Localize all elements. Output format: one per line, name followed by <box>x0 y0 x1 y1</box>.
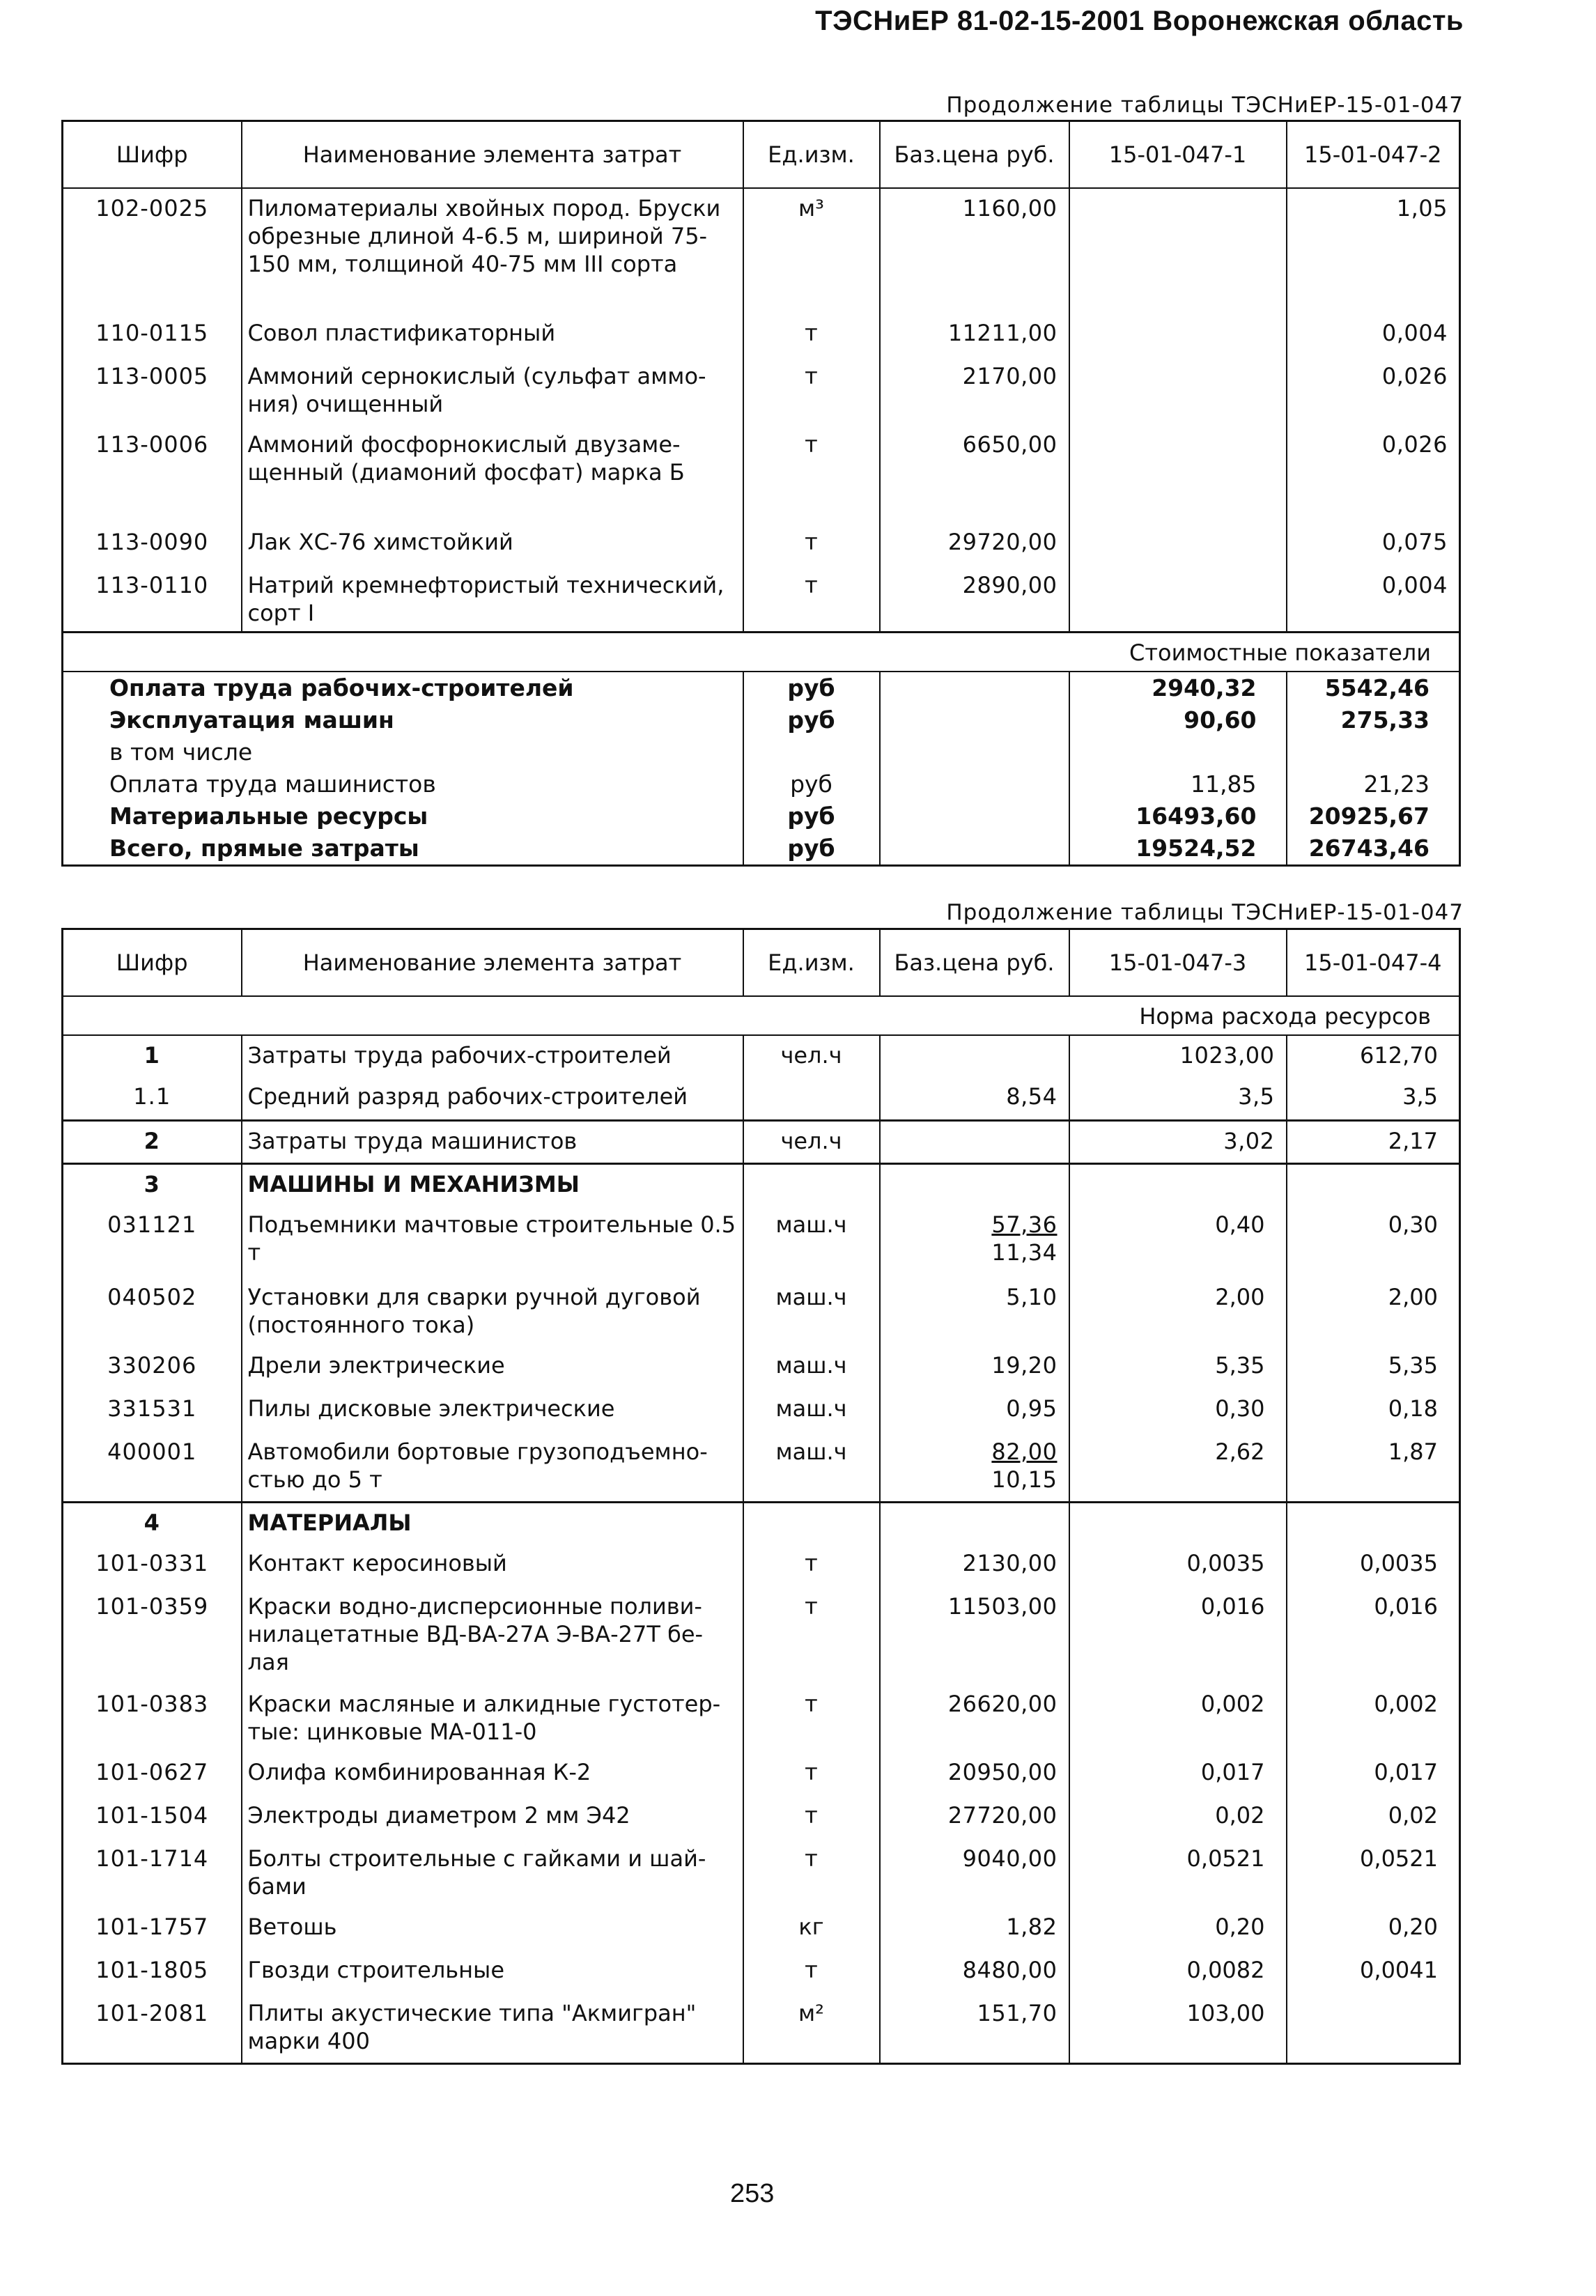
cell-code: 2 <box>63 1120 242 1163</box>
cell-price <box>880 1163 1069 1205</box>
cell-value-2: 1,05 <box>1287 188 1460 313</box>
cell-price <box>880 1120 1069 1163</box>
cell-value-1: 0,0521 <box>1069 1839 1287 1907</box>
cell-value-2: 0,0035 <box>1287 1544 1460 1587</box>
cell-name: Средний разряд рабочих-строителей <box>242 1077 743 1120</box>
page-number: 253 <box>730 2179 775 2208</box>
cell-name: Аммоний сернокислый (сульфат аммо-ния) очищенный <box>242 357 743 425</box>
table-row <box>63 1544 1460 1587</box>
cell-code: 101-0627 <box>95 1759 209 1785</box>
summary-empty <box>880 768 1069 800</box>
header-price: Баз.цена руб. <box>880 929 1069 997</box>
cell-price <box>880 1502 1069 1544</box>
header-unit: Ед.изм. <box>743 929 880 997</box>
cell-value-2: 0,002 <box>1287 1684 1460 1753</box>
cell-name: Пиломатериалы хвойных пород. Бруски обрезные длиной 4-6.5 м, шириной 75-150 мм, толщиной 40-75 мм III сорта <box>242 188 743 313</box>
summary-value-2: 21,23 <box>1287 768 1460 800</box>
cell-value-2: 0,026 <box>1287 425 1460 522</box>
cell-value-2 <box>1287 1502 1460 1544</box>
cell-name: Пилы дисковые электрические <box>242 1389 743 1432</box>
cell-unit: маш.ч <box>743 1346 880 1389</box>
cost-table-1 <box>61 120 1461 867</box>
cell-value-1 <box>1069 566 1287 633</box>
table-body <box>63 996 1460 2063</box>
table-body <box>63 188 1460 866</box>
cell-code: 3 <box>63 1163 242 1205</box>
cell-value-1: 0,016 <box>1069 1587 1287 1684</box>
summary-unit: руб <box>743 704 880 736</box>
summary-unit: руб <box>743 832 880 866</box>
cell-code: 330206 <box>107 1352 197 1379</box>
cell-price: 2170,00 <box>880 357 1069 425</box>
cell-value-2: 612,70 <box>1287 1035 1460 1077</box>
table-header-row <box>63 929 1460 997</box>
cell-price <box>880 1389 1069 1432</box>
cell-value-1: 103,00 <box>1069 1994 1287 2063</box>
cell-unit <box>743 1502 880 1544</box>
table-row <box>63 1684 1460 1753</box>
cell-price: 151,70 <box>880 1994 1069 2063</box>
summary-empty <box>880 704 1069 736</box>
cell-value-1: 0,30 <box>1069 1389 1287 1432</box>
cell-value-2: 2,17 <box>1287 1120 1460 1163</box>
summary-value-1: 16493,60 <box>1069 800 1287 832</box>
summary-unit <box>743 736 880 768</box>
cell-code: 101-1757 <box>95 1914 209 1940</box>
cell-unit: т <box>743 522 880 566</box>
table-continuation-caption: Продолжение таблицы ТЭСНиЕР-15-01-047 <box>946 93 1464 118</box>
table-row <box>63 768 1460 800</box>
cell-value-1 <box>1069 1502 1287 1544</box>
summary-value-2: 275,33 <box>1287 704 1460 736</box>
cell-code: 031121 <box>107 1211 197 1238</box>
cell-unit: т <box>743 1839 880 1907</box>
table-row <box>63 1077 1460 1120</box>
table-row <box>63 357 1460 425</box>
summary-empty <box>880 800 1069 832</box>
cell-code: 101-1805 <box>95 1957 209 1983</box>
price-value: 82,00 <box>991 1438 1057 1465</box>
cell-price: 20950,00 <box>880 1753 1069 1796</box>
cell-unit: т <box>743 566 880 633</box>
table-row <box>63 1205 1460 1278</box>
cell-unit: м² <box>743 1994 880 2063</box>
cell-value-1: 0,20 <box>1069 1907 1287 1950</box>
cell-value-1: 2,00 <box>1069 1278 1287 1346</box>
cell-value-1 <box>1069 188 1287 313</box>
cell-name: Установки для сварки ручной дуговой (постоянного тока) <box>242 1278 743 1346</box>
cell-price: 26620,00 <box>880 1684 1069 1753</box>
cell-unit: т <box>743 425 880 522</box>
cell-price: 2130,00 <box>880 1544 1069 1587</box>
table-row <box>63 313 1460 357</box>
summary-value-2 <box>1287 736 1460 768</box>
summary-empty <box>880 672 1069 704</box>
cell-value-2: 0,004 <box>1287 566 1460 633</box>
cell-value-1 <box>1069 313 1287 357</box>
cell-name: Натрий кремнефтористый технический, сорт I <box>242 566 743 633</box>
table-row <box>63 1432 1460 1502</box>
cell-unit: т <box>743 313 880 357</box>
cell-name: Гвозди строительные <box>242 1950 743 1994</box>
resource-table-2 <box>61 928 1461 2065</box>
summary-empty <box>880 736 1069 768</box>
cell-value-1 <box>1069 522 1287 566</box>
cell-value-2: 2,00 <box>1287 1278 1460 1346</box>
summary-unit: руб <box>743 800 880 832</box>
cell-value-1: 0,0082 <box>1069 1950 1287 1994</box>
cell-price <box>880 1035 1069 1077</box>
table-row <box>63 1163 1460 1205</box>
cell-code: 101-2081 <box>95 2000 209 2026</box>
cell-code: 113-0090 <box>95 529 209 555</box>
table-row <box>63 736 1460 768</box>
cell-price: 6650,00 <box>880 425 1069 522</box>
table-row <box>63 1950 1460 1994</box>
price-value: 5,10 <box>1006 1284 1057 1310</box>
cell-price: 9040,00 <box>880 1839 1069 1907</box>
cell-unit: т <box>743 1753 880 1796</box>
price-value: 19,20 <box>991 1352 1057 1379</box>
cell-unit: маш.ч <box>743 1432 880 1502</box>
cell-value-2 <box>1287 1994 1460 2063</box>
section-band-row <box>63 996 1460 1035</box>
cell-value-1: 1023,00 <box>1069 1035 1287 1077</box>
cell-price: 8480,00 <box>880 1950 1069 1994</box>
header-col-4: 15-01-047-4 <box>1287 929 1460 997</box>
cell-price <box>880 1346 1069 1389</box>
header-code: Шифр <box>63 121 242 189</box>
cell-value-1: 0,002 <box>1069 1684 1287 1753</box>
summary-value-2: 26743,46 <box>1287 832 1460 866</box>
table-continuation-caption: Продолжение таблицы ТЭСНиЕР-15-01-047 <box>946 900 1464 925</box>
table-row <box>63 800 1460 832</box>
cell-price: 11503,00 <box>880 1587 1069 1684</box>
summary-value-1: 11,85 <box>1069 768 1287 800</box>
cell-value-1 <box>1069 357 1287 425</box>
cell-value-2: 0,016 <box>1287 1587 1460 1684</box>
cell-value-2 <box>1287 1163 1460 1205</box>
summary-label: Оплата труда машинистов <box>109 770 436 798</box>
cell-name: Ветошь <box>242 1907 743 1950</box>
cell-name: Контакт керосиновый <box>242 1544 743 1587</box>
cell-unit: т <box>743 357 880 425</box>
cell-unit: кг <box>743 1907 880 1950</box>
cell-code: 4 <box>63 1502 242 1544</box>
summary-value-1: 19524,52 <box>1069 832 1287 866</box>
cell-code: 113-0006 <box>95 431 209 458</box>
cell-price: 1,82 <box>880 1907 1069 1950</box>
summary-value-2: 5542,46 <box>1287 672 1460 704</box>
summary-label: Оплата труда рабочих-строителей <box>109 674 574 701</box>
cell-value-2: 0,02 <box>1287 1796 1460 1839</box>
summary-value-2: 20925,67 <box>1287 800 1460 832</box>
summary-value-1: 2940,32 <box>1069 672 1287 704</box>
section-band-label: Норма расхода ресурсов <box>63 996 1460 1035</box>
table-row <box>63 425 1460 522</box>
header-name: Наименование элемента затрат <box>242 121 743 189</box>
cell-value-1: 0,40 <box>1069 1205 1287 1278</box>
cell-code: 1.1 <box>133 1083 171 1110</box>
header-price: Баз.цена руб. <box>880 121 1069 189</box>
cell-code: 102-0025 <box>95 195 209 222</box>
cell-code: 101-0359 <box>95 1593 209 1620</box>
cell-unit: т <box>743 1950 880 1994</box>
table-row <box>63 832 1460 866</box>
cell-code: 110-0115 <box>95 320 209 346</box>
cell-price: 8,54 <box>880 1077 1069 1120</box>
cell-unit <box>743 1163 880 1205</box>
summary-unit: руб <box>743 768 880 800</box>
cell-value-2: 0,075 <box>1287 522 1460 566</box>
cell-value-2: 0,0041 <box>1287 1950 1460 1994</box>
cell-name: Электроды диаметром 2 мм Э42 <box>242 1796 743 1839</box>
cell-value-1: 5,35 <box>1069 1346 1287 1389</box>
cell-price <box>880 1432 1069 1502</box>
header-code: Шифр <box>63 929 242 997</box>
cell-name: Затраты труда рабочих-строителей <box>242 1035 743 1077</box>
cell-name: Аммоний фосфорнокислый двузаме-щенный (диамоний фосфат) марка Б <box>242 425 743 522</box>
table-row <box>63 1278 1460 1346</box>
cell-value-2: 0,004 <box>1287 313 1460 357</box>
cell-unit <box>743 1077 880 1120</box>
header-col-1: 15-01-047-1 <box>1069 121 1287 189</box>
table-row <box>63 1994 1460 2063</box>
summary-label: Материальные ресурсы <box>109 802 428 830</box>
cell-value-2: 0,026 <box>1287 357 1460 425</box>
cell-code: 040502 <box>107 1284 197 1310</box>
header-unit: Ед.изм. <box>743 121 880 189</box>
cell-value-1: 0,02 <box>1069 1796 1287 1839</box>
cell-value-2: 0,0521 <box>1287 1839 1460 1907</box>
table-header-row <box>63 121 1460 189</box>
cell-price: 27720,00 <box>880 1796 1069 1839</box>
cell-name: Подъемники мачтовые строительные 0.5 т <box>242 1205 743 1278</box>
table-row <box>63 1035 1460 1077</box>
cell-value-2: 5,35 <box>1287 1346 1460 1389</box>
cell-unit: маш.ч <box>743 1389 880 1432</box>
cell-name: МАТЕРИАЛЫ <box>242 1502 743 1544</box>
cell-value-1 <box>1069 1163 1287 1205</box>
price-value: 57,36 <box>991 1211 1057 1238</box>
header-col-3: 15-01-047-3 <box>1069 929 1287 997</box>
cell-name: Краски масляные и алкидные густотер-тые: цинковые МА-011-0 <box>242 1684 743 1753</box>
cell-value-2: 0,30 <box>1287 1205 1460 1278</box>
table-row <box>63 1587 1460 1684</box>
table-row <box>63 1502 1460 1544</box>
cell-value-2: 3,5 <box>1287 1077 1460 1120</box>
summary-value-1: 90,60 <box>1069 704 1287 736</box>
table-row <box>63 1753 1460 1796</box>
cell-price <box>880 1278 1069 1346</box>
cell-code: 101-1714 <box>95 1845 209 1872</box>
document-header: ТЭСНиЕР 81-02-15-2001 Воронежская область <box>815 6 1464 36</box>
cell-price: 11211,00 <box>880 313 1069 357</box>
summary-unit: руб <box>743 672 880 704</box>
cell-name: Плиты акустические типа "Акмигран" марки 400 <box>242 1994 743 2063</box>
cell-code: 1 <box>144 1042 160 1069</box>
cell-name: МАШИНЫ И МЕХАНИЗМЫ <box>242 1163 743 1205</box>
summary-label: в том числе <box>109 738 253 766</box>
summary-empty <box>880 832 1069 866</box>
table-row <box>63 1120 1460 1163</box>
cell-price <box>880 1205 1069 1278</box>
cell-code: 101-0383 <box>95 1691 209 1717</box>
cell-value-2: 0,017 <box>1287 1753 1460 1796</box>
cell-value-1 <box>1069 425 1287 522</box>
summary-label: Эксплуатация машин <box>109 706 394 734</box>
cell-code: 331531 <box>107 1395 197 1422</box>
cell-code: 113-0005 <box>95 363 209 389</box>
table-row <box>63 1389 1460 1432</box>
cell-name: Затраты труда машинистов <box>242 1120 743 1163</box>
price-value: 0,95 <box>1006 1395 1057 1422</box>
price-secondary-value: 11,34 <box>991 1239 1057 1266</box>
cell-unit: чел.ч <box>743 1120 880 1163</box>
cell-value-2: 0,20 <box>1287 1907 1460 1950</box>
cell-unit: маш.ч <box>743 1205 880 1278</box>
cell-unit: т <box>743 1796 880 1839</box>
section-band-row <box>63 633 1460 672</box>
header-col-2: 15-01-047-2 <box>1287 121 1460 189</box>
cell-name: Лак ХС-76 химстойкий <box>242 522 743 566</box>
table-row <box>63 1796 1460 1839</box>
cell-price: 1160,00 <box>880 188 1069 313</box>
section-band-label: Стоимостные показатели <box>63 633 1460 672</box>
cell-value-1: 0,017 <box>1069 1753 1287 1796</box>
cell-unit: чел.ч <box>743 1035 880 1077</box>
cell-name: Автомобили бортовые грузоподъемно-стью до 5 т <box>242 1432 743 1502</box>
summary-value-1 <box>1069 736 1287 768</box>
table-row <box>63 672 1460 704</box>
cell-unit: т <box>743 1684 880 1753</box>
table-row <box>63 188 1460 313</box>
table-row <box>63 522 1460 566</box>
cell-value-2: 1,87 <box>1287 1432 1460 1502</box>
cell-value-1: 3,5 <box>1069 1077 1287 1120</box>
cell-name: Совол пластификаторный <box>242 313 743 357</box>
cell-code: 101-0331 <box>95 1550 209 1576</box>
table-row <box>63 704 1460 736</box>
cell-name: Дрели электрические <box>242 1346 743 1389</box>
cell-value-1: 3,02 <box>1069 1120 1287 1163</box>
table-row <box>63 1839 1460 1907</box>
cell-code: 400001 <box>107 1438 197 1465</box>
cell-value-1: 0,0035 <box>1069 1544 1287 1587</box>
cell-name: Болты строительные с гайками и шай-бами <box>242 1839 743 1907</box>
cell-price: 29720,00 <box>880 522 1069 566</box>
header-name: Наименование элемента затрат <box>242 929 743 997</box>
cell-name: Краски водно-дисперсионные поливи-нилацетатные ВД-ВА-27А Э-ВА-27Т бе-лая <box>242 1587 743 1684</box>
cell-price: 2890,00 <box>880 566 1069 633</box>
cell-code: 113-0110 <box>95 572 209 598</box>
cell-unit: т <box>743 1587 880 1684</box>
table-row <box>63 566 1460 633</box>
table-row <box>63 1346 1460 1389</box>
price-secondary-value: 10,15 <box>991 1466 1057 1493</box>
cell-name: Олифа комбинированная К-2 <box>242 1753 743 1796</box>
cell-unit: т <box>743 1544 880 1587</box>
summary-label: Всего, прямые затраты <box>109 835 419 862</box>
cell-unit: м³ <box>743 188 880 313</box>
cell-code: 101-1504 <box>95 1802 209 1829</box>
table-row <box>63 1907 1460 1950</box>
cell-value-2: 0,18 <box>1287 1389 1460 1432</box>
cell-value-1: 2,62 <box>1069 1432 1287 1502</box>
cell-unit: маш.ч <box>743 1278 880 1346</box>
